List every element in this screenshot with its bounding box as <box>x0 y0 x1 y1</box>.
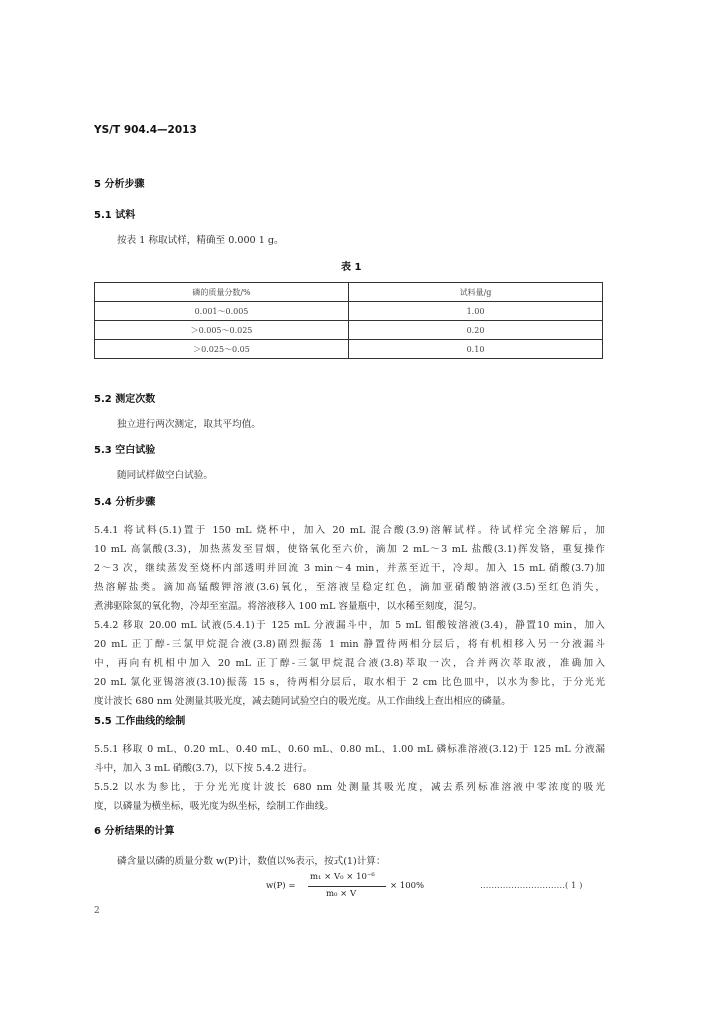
table-header-cell: 磷的质量分数/% <box>95 283 349 302</box>
paragraph-5-4-1-line: 煮沸驱除氮的氧化物，冷却至室温。将溶液移入 100 mL 容量瓶中，以水稀至刻度，混匀。 <box>94 601 483 612</box>
paragraph-5-4-2-line: 20 mL 正丁醇-三氯甲烷混合液(3.8)剧烈振荡 1 min 静置待两相分层后，将有机相移入另一分液漏斗 <box>94 639 605 650</box>
section-6-heading: 6 分析结果的计算 <box>94 826 175 837</box>
table-cell: 1.00 <box>349 302 603 321</box>
section-6-text: 磷含量以磷的质量分数 w(P)计，数值以%表示，按式(1)计算： <box>117 856 386 867</box>
formula-lhs: w(P) = <box>266 881 296 891</box>
table-row <box>95 302 603 321</box>
paragraph-5-4-2-line: 中，再向有机相中加入 20 mL 正丁醇-三氯甲烷混合液(3.8)萃取一次，合并两次萃取液，准确加入 <box>94 658 605 669</box>
section-5-2-text: 独立进行两次测定，取其平均值。 <box>117 419 261 430</box>
section-5-2-heading: 5.2 测定次数 <box>94 394 156 405</box>
paragraph-5-5-1-line: 5.5.1 移取 0 mL、0.20 mL、0.40 mL、0.60 mL、0.80 mL、1.00 mL 磷标准溶液(3.12)于 125 mL 分液漏 <box>94 744 605 755</box>
paragraph-5-4-1-line: 5.4.1 将试料(5.1)置于 150 mL 烧杯中，加入 20 mL 混合酸(3.9)溶解试样。待试样完全溶解后，加 <box>94 525 605 536</box>
formula-number: …………………………( 1 ) <box>480 881 583 891</box>
section-5-5-heading: 5.5 工作曲线的绘制 <box>94 716 186 727</box>
table-header-cell: 试料量/g <box>349 283 603 302</box>
table-header-row <box>95 283 603 302</box>
section-5-3-heading: 5.3 空白试验 <box>94 445 156 456</box>
table-1 <box>94 282 603 359</box>
formula-denominator: m₀ × V <box>326 889 357 899</box>
paragraph-5-4-1-line: 热溶解盐类。滴加高锰酸钾溶液(3.6)氧化，至溶液呈稳定红色，滴加亚硝酸钠溶液(3.5)至红色消失， <box>94 582 605 593</box>
table-cell: ＞0.025～0.05 <box>95 340 349 359</box>
paragraph-5-4-2-line: 20 mL 氯化亚锡溶液(3.10)振荡 15 s，待两相分层后，取水相于 2 cm 比色皿中，以水为参比，于分光光 <box>94 677 605 688</box>
table-row <box>95 321 603 340</box>
section-5-1-text: 按表 1 称取试样，精确至 0.000 1 g。 <box>117 235 284 246</box>
paragraph-5-4-1-line: 10 mL 高氯酸(3.3)，加热蒸发至冒烟，使铬氧化至六价，滴加 2 mL～3 mL 盐酸(3.1)挥发铬，重复操作 <box>94 544 605 555</box>
formula-numerator: m₁ × V₀ × 10⁻⁶ <box>310 872 375 882</box>
paragraph-5-4-2-line: 度计波长 680 nm 处测量其吸光度，减去随同试验空白的吸光度。从工作曲线上查出相应的磷量。 <box>94 696 511 707</box>
paragraph-5-4-2-line: 5.4.2 移取 20.00 mL 试液(5.4.1)于 125 mL 分液漏斗中，加 5 mL 钼酸铵溶液(3.4)，静置10 min，加入 <box>94 620 605 631</box>
fraction-bar <box>308 886 386 887</box>
section-5-4-heading: 5.4 分析步骤 <box>94 497 156 508</box>
table-cell: 0.20 <box>349 321 603 340</box>
formula-rhs: × 100% <box>390 881 425 891</box>
table-cell: 0.001～0.005 <box>95 302 349 321</box>
paragraph-5-5-1-line: 斗中，加入 3 mL 硝酸(3.7)，以下按 5.4.2 进行。 <box>94 763 313 774</box>
table-cell: ＞0.005～0.025 <box>95 321 349 340</box>
table-1-caption: 表 1 <box>341 262 362 273</box>
section-5-3-text: 随同试样做空白试验。 <box>117 470 213 481</box>
paragraph-5-5-2-line: 度，以磷量为横坐标，吸光度为纵坐标，绘制工作曲线。 <box>94 801 334 812</box>
section-5-1-heading: 5.1 试料 <box>94 210 136 221</box>
table-cell: 0.10 <box>349 340 603 359</box>
section-5-heading: 5 分析步骤 <box>94 179 145 190</box>
page-number: 2 <box>94 906 100 916</box>
paragraph-5-5-2-line: 5.5.2 以水为参比，于分光光度计波长 680 nm 处测量其吸光度，减去系列标准溶液中零浓度的吸光 <box>94 782 605 793</box>
standard-number: YS/T 904.4—2013 <box>94 124 197 136</box>
table-row <box>95 340 603 359</box>
paragraph-5-4-1-line: 2～3 次，继续蒸发至烧杯内部透明并回流 3 min～4 min，并蒸至近干，冷却。加入 15 mL 硝酸(3.7)加 <box>94 563 605 574</box>
